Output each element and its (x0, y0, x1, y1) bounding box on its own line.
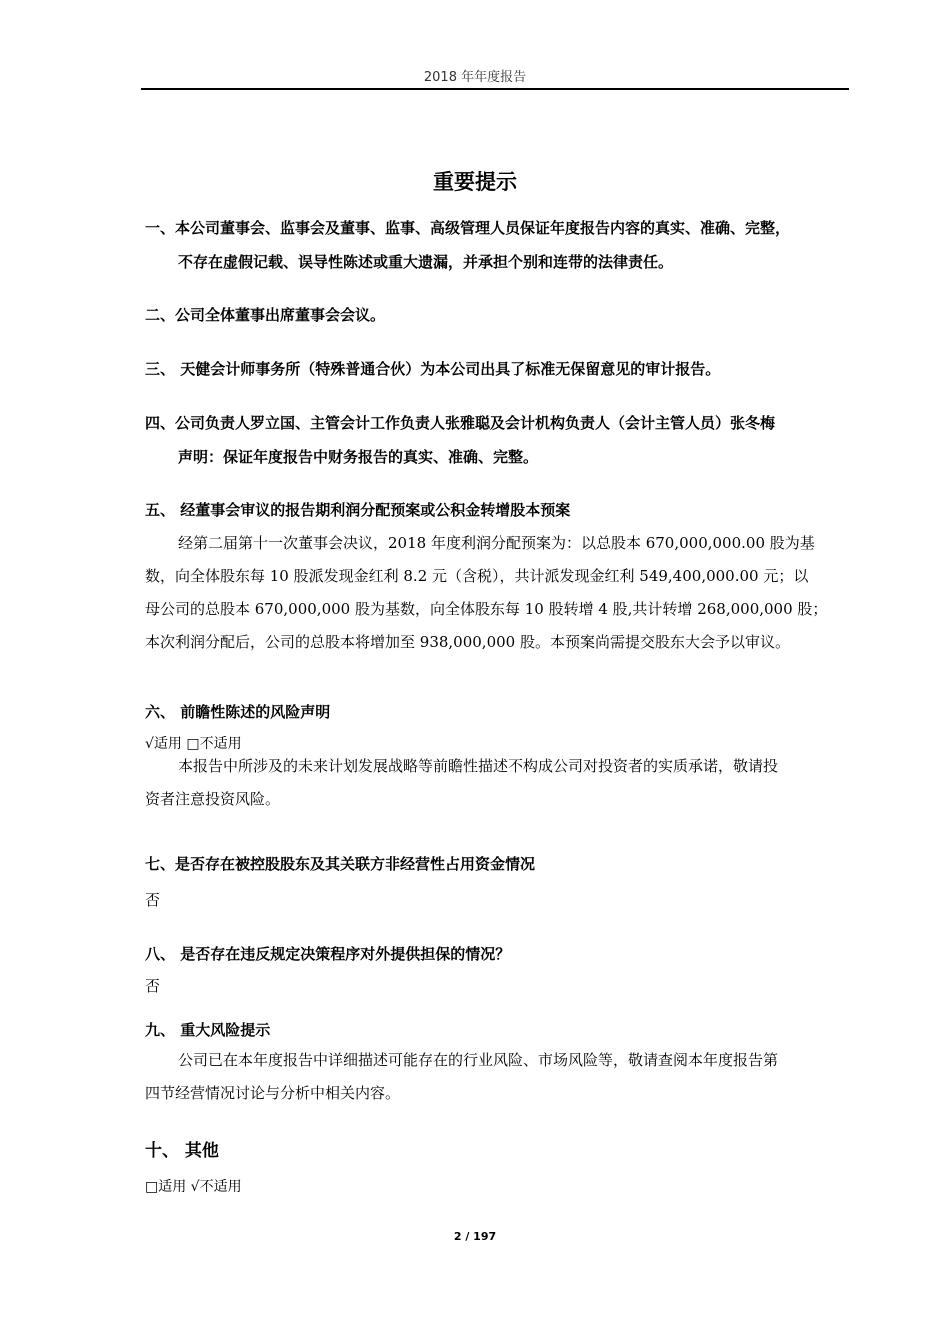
item-one-line-1: 一、本公司董事会、监事会及董事、监事、高级管理人员保证年度报告内容的真实、准确、完整， (145, 219, 791, 237)
item-seven-answer: 否 (145, 891, 161, 909)
item-five-line-2: 数，向全体股东每 10 股派发现金红利 8.2 元（含税），共计派发现金红利 549,400,000.00 元；以 (145, 567, 809, 585)
item-five-heading: 五、 经董事会审议的报告期利润分配预案或公积金转增股本预案 (145, 501, 571, 519)
item-ten-applicable-checkbox: □适用 √不适用 (145, 1179, 242, 1195)
item-seven-heading: 七、是否存在被控股股东及其关联方非经营性占用资金情况 (145, 855, 536, 873)
item-ten-heading: 十、 其他 (145, 1141, 219, 1161)
item-eight-answer: 否 (145, 977, 161, 995)
header-divider (141, 88, 849, 90)
item-three: 三、 天健会计师事务所（特殊普通合伙）为本公司出具了标准无保留意见的审计报告。 (145, 360, 721, 378)
item-nine-line-2: 四节经营情况讨论与分析中相关内容。 (145, 1084, 401, 1102)
report-header-title: 2018 年年度报告 (423, 70, 527, 85)
item-one-line-2: 不存在虚假记载、误导性陈述或重大遗漏，并承担个别和连带的法律责任。 (178, 253, 674, 271)
item-five-line-1: 经第二届第十一次董事会决议，2018 年度利润分配预案为：以总股本 670,000,000.00 股为基 (178, 534, 815, 552)
item-six-line-1: 本报告中所涉及的未来计划发展战略等前瞻性描述不构成公司对投资者的实质承诺，敬请投 (178, 757, 779, 775)
item-six-applicable-checkbox: √适用 □不适用 (145, 736, 242, 752)
item-four-line-2: 声明：保证年度报告中财务报告的真实、准确、完整。 (178, 448, 539, 466)
item-nine-heading: 九、 重大风险提示 (145, 1021, 271, 1039)
item-five-line-4: 本次利润分配后，公司的总股本将增加至 938,000,000 股。本预案尚需提交股东大会予以审议。 (145, 633, 790, 651)
item-five-line-3: 母公司的总股本 670,000,000 股为基数，向全体股东每 10 股转增 4 股,共计转增 268,000,000 股； (145, 600, 828, 618)
item-eight-heading: 八、 是否存在违反规定决策程序对外提供担保的情况？ (145, 945, 511, 963)
item-nine-line-1: 公司已在本年度报告中详细描述可能存在的行业风险、市场风险等，敬请查阅本年度报告第 (178, 1051, 779, 1069)
item-two: 二、公司全体董事出席董事会会议。 (145, 306, 386, 324)
item-six-line-2: 资者注意投资风险。 (145, 790, 281, 808)
page-number: 2 / 197 (453, 1230, 497, 1243)
item-four-line-1: 四、公司负责人罗立国、主管会计工作负责人张雅聪及会计机构负责人（会计主管人员）张冬梅 (145, 414, 776, 432)
item-six-heading: 六、 前瞻性陈述的风险声明 (145, 703, 331, 721)
page-title: 重要提示 (433, 170, 517, 194)
